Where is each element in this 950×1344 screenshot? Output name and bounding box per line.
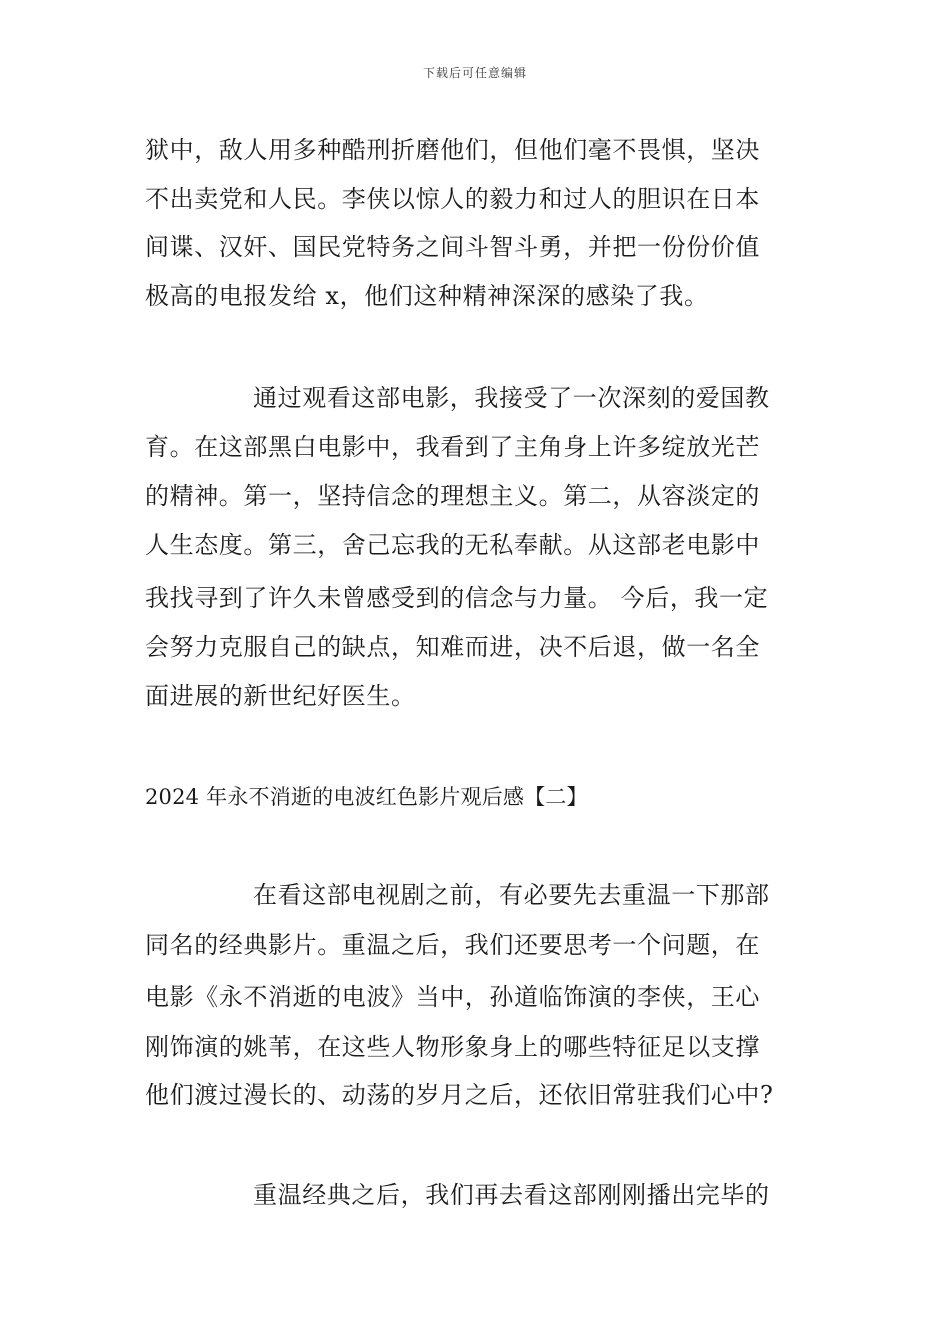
text-line: 面进展的新世纪好医生。 [145, 682, 416, 710]
text-line: 狱中，敌人用多种酷刑折磨他们，但他们毫不畏惧，坚决 [145, 136, 760, 164]
text-line: 育。在这部黑白电影中，我看到了主角身上许多绽放光芒 [145, 433, 760, 461]
text-line: 在看这部电视剧之前，有必要先去重温一下那部 [253, 881, 770, 909]
text-line: 电影《永不消逝的电波》当中，孙道临饰演的李侠，王心 [145, 983, 760, 1011]
text-line: 我找寻到了许久未曾感受到的信念与力量。 今后，我一定 [145, 584, 769, 612]
text-line: 同名的经典影片。重温之后，我们还要思考一个问题，在 [145, 931, 760, 959]
text-line: 不出卖党和人民。李侠以惊人的毅力和过人的胆识在日本 [145, 185, 760, 213]
section-heading: 2024 年永不消逝的电波红色影片观后感【二】 [145, 785, 588, 809]
text-line: 重温经典之后，我们再去看这部刚刚播出完毕的 [253, 1181, 770, 1209]
text-line: 间谍、汉奸、国民党特务之间斗智斗勇，并把一份份价值 [145, 233, 760, 261]
text-line: 的精神。第一，坚持信念的理想主义。第二，从容淡定的 [145, 482, 760, 510]
text-line: 他们渡过漫长的、动荡的岁月之后，还依旧常驻我们心中? [145, 1081, 774, 1109]
text-line: 通过观看这部电影，我接受了一次深刻的爱国教 [253, 384, 770, 412]
text-line: 极高的电报发给 x，他们这种精神深深的感染了我。 [145, 282, 709, 310]
text-line: 刚饰演的姚苇，在这些人物形象身上的哪些特征足以支撑 [145, 1033, 760, 1061]
text-line: 人生态度。第三，舍己忘我的无私奉献。从这部老电影中 [145, 531, 760, 559]
page-header: 下载后可任意编辑 [422, 66, 527, 80]
text-line: 会努力克服自己的缺点，知难而进，决不后退，做一名全 [145, 633, 760, 661]
